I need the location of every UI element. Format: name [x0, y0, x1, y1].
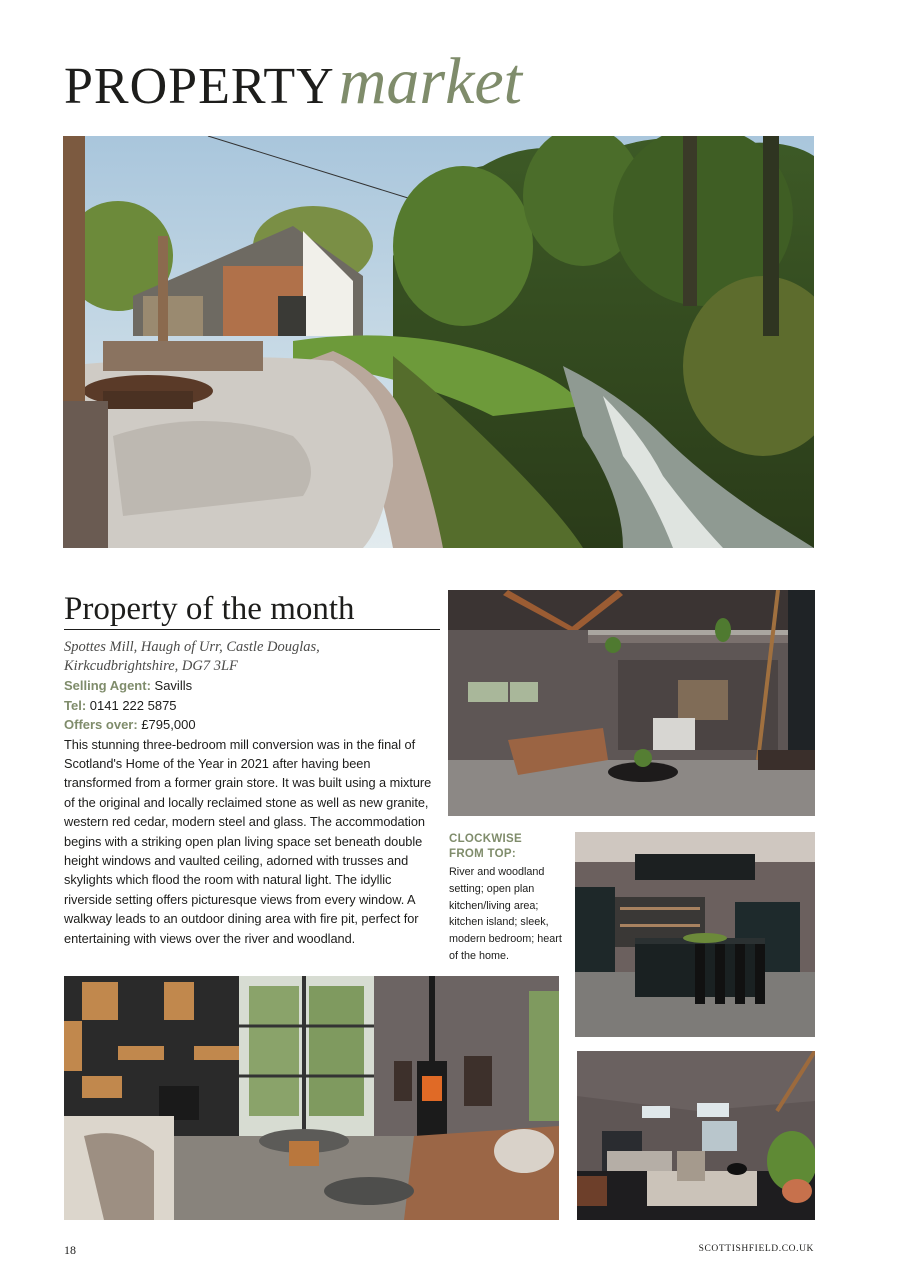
photo-caption: [449, 832, 567, 965]
address-line-2: Kirkcudbrightshire, DG7 3LF: [64, 658, 238, 674]
selling-agent: [64, 676, 440, 696]
offers-over: [64, 715, 440, 735]
hero-photo-river-woodland: [63, 136, 814, 548]
photo-heart-of-home: [64, 976, 559, 1220]
caption-heading-line-2: FROM TOP:: [449, 848, 517, 860]
website-footer: SCOTTISHFIELD.CO.UK: [698, 1244, 814, 1254]
telephone-label: Tel:: [64, 697, 87, 713]
article: [64, 590, 440, 948]
selling-agent-value: Savills: [154, 678, 193, 693]
masthead-property: PROPERTY: [64, 58, 335, 115]
address-line-1: Spottes Mill, Haugh of Urr, Castle Douglas,: [64, 639, 320, 655]
caption-text: River and woodland setting; open plan kitchen/living area; kitchen island; sleek, modern bedroom; heart of the home.: [449, 866, 562, 962]
photo-open-plan-living: [448, 590, 815, 816]
photo-kitchen-island: [575, 832, 815, 1037]
telephone: [64, 696, 440, 716]
masthead-market: market: [338, 45, 522, 118]
photo-modern-bedroom: [577, 1051, 815, 1220]
article-body: This stunning three-bedroom mill conversion was in the final of Scotland's Home of the Year in 2021 after having been transformed from a former grain store. It was built using a mixture of the original and locally reclaimed stone as well as new granite, western red cedar, modern steel and glass. The accommodation begins with a striking open plan living space set beneath double height windows and vaulted ceiling, adorned with trusses and skylights which flood the room with natural light. The idyllic riverside setting offers picturesque views from every window. A walkway leads to an outdoor dining area with fire pit, perfect for entertaining with views over the river and woodland.: [64, 736, 432, 946]
article-title: Property of the month: [64, 590, 440, 630]
caption-heading-line-1: CLOCKWISE: [449, 833, 522, 845]
selling-agent-label: Selling Agent:: [64, 678, 151, 693]
offers-over-label: Offers over:: [64, 717, 138, 732]
address: [64, 638, 440, 676]
page-number: 18: [64, 1243, 76, 1257]
offers-over-value: £795,000: [141, 717, 196, 732]
masthead: [64, 44, 522, 124]
telephone-value: 0141 222 5875: [89, 697, 177, 713]
